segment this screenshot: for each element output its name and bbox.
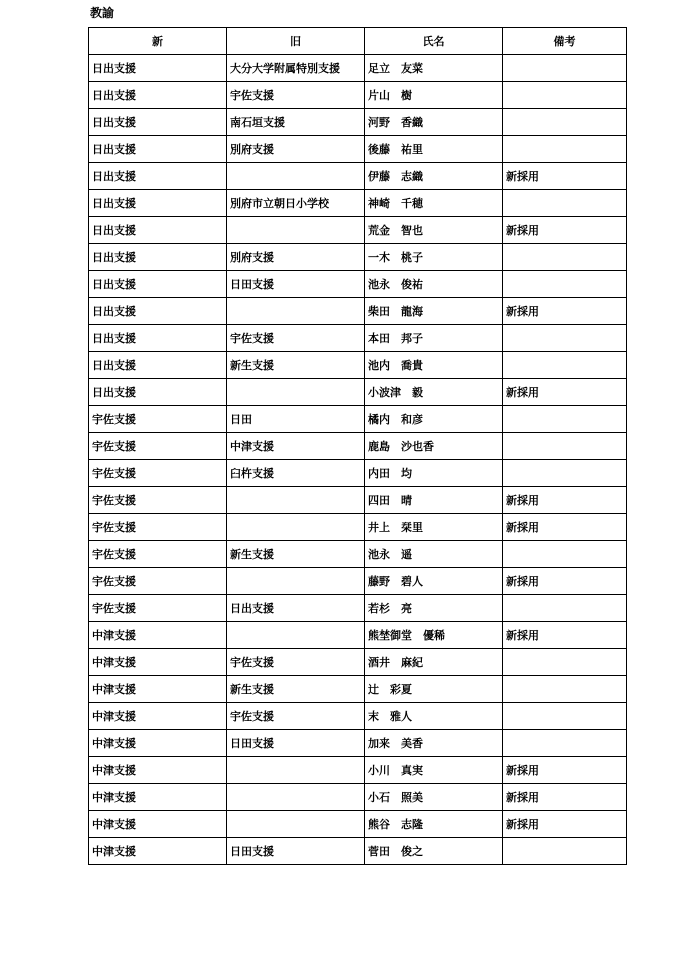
cell-remarks xyxy=(503,325,627,352)
cell-old: 日田支援 xyxy=(227,730,365,757)
cell-new: 日出支援 xyxy=(89,82,227,109)
cell-new: 中津支援 xyxy=(89,649,227,676)
cell-old: 別府支援 xyxy=(227,136,365,163)
cell-old xyxy=(227,298,365,325)
cell-remarks xyxy=(503,703,627,730)
cell-name: 小石 照美 xyxy=(365,784,503,811)
table-header-row xyxy=(89,28,627,55)
cell-new: 宇佐支援 xyxy=(89,541,227,568)
cell-new: 日出支援 xyxy=(89,298,227,325)
table-row xyxy=(89,433,627,460)
cell-new: 日出支援 xyxy=(89,271,227,298)
table-row xyxy=(89,703,627,730)
table-row xyxy=(89,109,627,136)
header-old: 旧 xyxy=(227,28,365,55)
cell-old: 新生支援 xyxy=(227,352,365,379)
cell-name: 辻 彩夏 xyxy=(365,676,503,703)
table-row xyxy=(89,271,627,298)
header-remarks: 備考 xyxy=(503,28,627,55)
cell-remarks: 新採用 xyxy=(503,568,627,595)
table-row xyxy=(89,460,627,487)
cell-old xyxy=(227,757,365,784)
table-row xyxy=(89,82,627,109)
table-row xyxy=(89,298,627,325)
cell-new: 中津支援 xyxy=(89,784,227,811)
cell-name: 熊埜御堂 優稀 xyxy=(365,622,503,649)
cell-name: 熊谷 志隆 xyxy=(365,811,503,838)
cell-name: 一木 桃子 xyxy=(365,244,503,271)
table-body xyxy=(89,55,627,865)
cell-remarks xyxy=(503,55,627,82)
cell-name: 井上 栞里 xyxy=(365,514,503,541)
cell-new: 中津支援 xyxy=(89,676,227,703)
cell-old: 新生支援 xyxy=(227,541,365,568)
cell-remarks xyxy=(503,136,627,163)
cell-name: 後藤 祐里 xyxy=(365,136,503,163)
cell-remarks: 新採用 xyxy=(503,784,627,811)
cell-new: 日出支援 xyxy=(89,55,227,82)
cell-old xyxy=(227,622,365,649)
cell-name: 池永 俊祐 xyxy=(365,271,503,298)
cell-old: 日田支援 xyxy=(227,838,365,865)
table-row xyxy=(89,379,627,406)
cell-name: 足立 友菜 xyxy=(365,55,503,82)
cell-old: 臼杵支援 xyxy=(227,460,365,487)
cell-remarks: 新採用 xyxy=(503,514,627,541)
cell-old xyxy=(227,784,365,811)
cell-new: 宇佐支援 xyxy=(89,406,227,433)
cell-old: 中津支援 xyxy=(227,433,365,460)
cell-remarks xyxy=(503,730,627,757)
cell-name: 片山 樹 xyxy=(365,82,503,109)
cell-old xyxy=(227,811,365,838)
cell-new: 日出支援 xyxy=(89,190,227,217)
cell-old xyxy=(227,163,365,190)
cell-name: 神崎 千穂 xyxy=(365,190,503,217)
cell-name: 酒井 麻紀 xyxy=(365,649,503,676)
table-row xyxy=(89,487,627,514)
table-row xyxy=(89,163,627,190)
table-row xyxy=(89,838,627,865)
cell-name: 四田 晴 xyxy=(365,487,503,514)
cell-new: 宇佐支援 xyxy=(89,460,227,487)
table-row xyxy=(89,649,627,676)
table-row xyxy=(89,595,627,622)
cell-name: 加来 美香 xyxy=(365,730,503,757)
cell-old: 日田支援 xyxy=(227,271,365,298)
cell-new: 宇佐支援 xyxy=(89,487,227,514)
table-row xyxy=(89,136,627,163)
cell-old: 南石垣支援 xyxy=(227,109,365,136)
cell-new: 日出支援 xyxy=(89,379,227,406)
cell-name: 菅田 俊之 xyxy=(365,838,503,865)
cell-new: 宇佐支援 xyxy=(89,595,227,622)
cell-old: 宇佐支援 xyxy=(227,703,365,730)
cell-name: 小波津 毅 xyxy=(365,379,503,406)
cell-remarks xyxy=(503,676,627,703)
cell-remarks xyxy=(503,271,627,298)
cell-new: 宇佐支援 xyxy=(89,433,227,460)
table-row xyxy=(89,55,627,82)
cell-name: 小川 真実 xyxy=(365,757,503,784)
cell-old: 宇佐支援 xyxy=(227,649,365,676)
cell-remarks xyxy=(503,190,627,217)
table-row xyxy=(89,217,627,244)
cell-new: 日出支援 xyxy=(89,352,227,379)
cell-old: 日出支援 xyxy=(227,595,365,622)
cell-name: 池永 遥 xyxy=(365,541,503,568)
cell-name: 藤野 碧人 xyxy=(365,568,503,595)
cell-remarks xyxy=(503,541,627,568)
cell-remarks xyxy=(503,406,627,433)
cell-new: 日出支援 xyxy=(89,217,227,244)
cell-new: 中津支援 xyxy=(89,730,227,757)
table-row xyxy=(89,730,627,757)
cell-new: 中津支援 xyxy=(89,838,227,865)
cell-name: 柴田 龍海 xyxy=(365,298,503,325)
cell-name: 末 雅人 xyxy=(365,703,503,730)
table-row xyxy=(89,352,627,379)
table-row xyxy=(89,784,627,811)
cell-new: 中津支援 xyxy=(89,811,227,838)
cell-remarks xyxy=(503,595,627,622)
cell-remarks: 新採用 xyxy=(503,622,627,649)
cell-old: 宇佐支援 xyxy=(227,82,365,109)
cell-remarks xyxy=(503,649,627,676)
cell-new: 日出支援 xyxy=(89,109,227,136)
cell-name: 内田 均 xyxy=(365,460,503,487)
personnel-table xyxy=(88,27,627,865)
cell-old xyxy=(227,514,365,541)
table-row xyxy=(89,757,627,784)
table-row xyxy=(89,325,627,352)
cell-old xyxy=(227,487,365,514)
cell-remarks: 新採用 xyxy=(503,487,627,514)
table-row xyxy=(89,406,627,433)
table-row xyxy=(89,811,627,838)
cell-old xyxy=(227,379,365,406)
table-row xyxy=(89,190,627,217)
cell-name: 本田 邦子 xyxy=(365,325,503,352)
table-row xyxy=(89,514,627,541)
header-new: 新 xyxy=(89,28,227,55)
cell-remarks xyxy=(503,838,627,865)
cell-old xyxy=(227,568,365,595)
table-row xyxy=(89,622,627,649)
cell-old: 宇佐支援 xyxy=(227,325,365,352)
document-title: 教諭 xyxy=(90,6,115,20)
table-row xyxy=(89,541,627,568)
cell-remarks xyxy=(503,244,627,271)
cell-old: 日田 xyxy=(227,406,365,433)
cell-remarks: 新採用 xyxy=(503,811,627,838)
cell-old xyxy=(227,217,365,244)
cell-remarks xyxy=(503,433,627,460)
cell-remarks: 新採用 xyxy=(503,298,627,325)
cell-new: 日出支援 xyxy=(89,163,227,190)
cell-new: 日出支援 xyxy=(89,325,227,352)
cell-new: 中津支援 xyxy=(89,757,227,784)
cell-new: 中津支援 xyxy=(89,622,227,649)
cell-new: 日出支援 xyxy=(89,244,227,271)
cell-remarks: 新採用 xyxy=(503,379,627,406)
cell-remarks: 新採用 xyxy=(503,163,627,190)
table-row xyxy=(89,676,627,703)
cell-name: 鹿島 沙也香 xyxy=(365,433,503,460)
cell-name: 橘内 和彦 xyxy=(365,406,503,433)
cell-remarks xyxy=(503,109,627,136)
cell-remarks xyxy=(503,352,627,379)
cell-remarks xyxy=(503,460,627,487)
cell-new: 宇佐支援 xyxy=(89,514,227,541)
cell-name: 荒金 智也 xyxy=(365,217,503,244)
cell-new: 中津支援 xyxy=(89,703,227,730)
table-row xyxy=(89,244,627,271)
cell-old: 大分大学附属特別支援 xyxy=(227,55,365,82)
cell-name: 河野 香織 xyxy=(365,109,503,136)
cell-old: 別府市立朝日小学校 xyxy=(227,190,365,217)
cell-name: 池内 喬貴 xyxy=(365,352,503,379)
table-row xyxy=(89,568,627,595)
cell-remarks xyxy=(503,82,627,109)
cell-remarks: 新採用 xyxy=(503,757,627,784)
cell-old: 別府支援 xyxy=(227,244,365,271)
cell-new: 日出支援 xyxy=(89,136,227,163)
header-name: 氏名 xyxy=(365,28,503,55)
cell-new: 宇佐支援 xyxy=(89,568,227,595)
cell-name: 伊藤 志織 xyxy=(365,163,503,190)
cell-name: 若杉 亮 xyxy=(365,595,503,622)
cell-old: 新生支援 xyxy=(227,676,365,703)
cell-remarks: 新採用 xyxy=(503,217,627,244)
